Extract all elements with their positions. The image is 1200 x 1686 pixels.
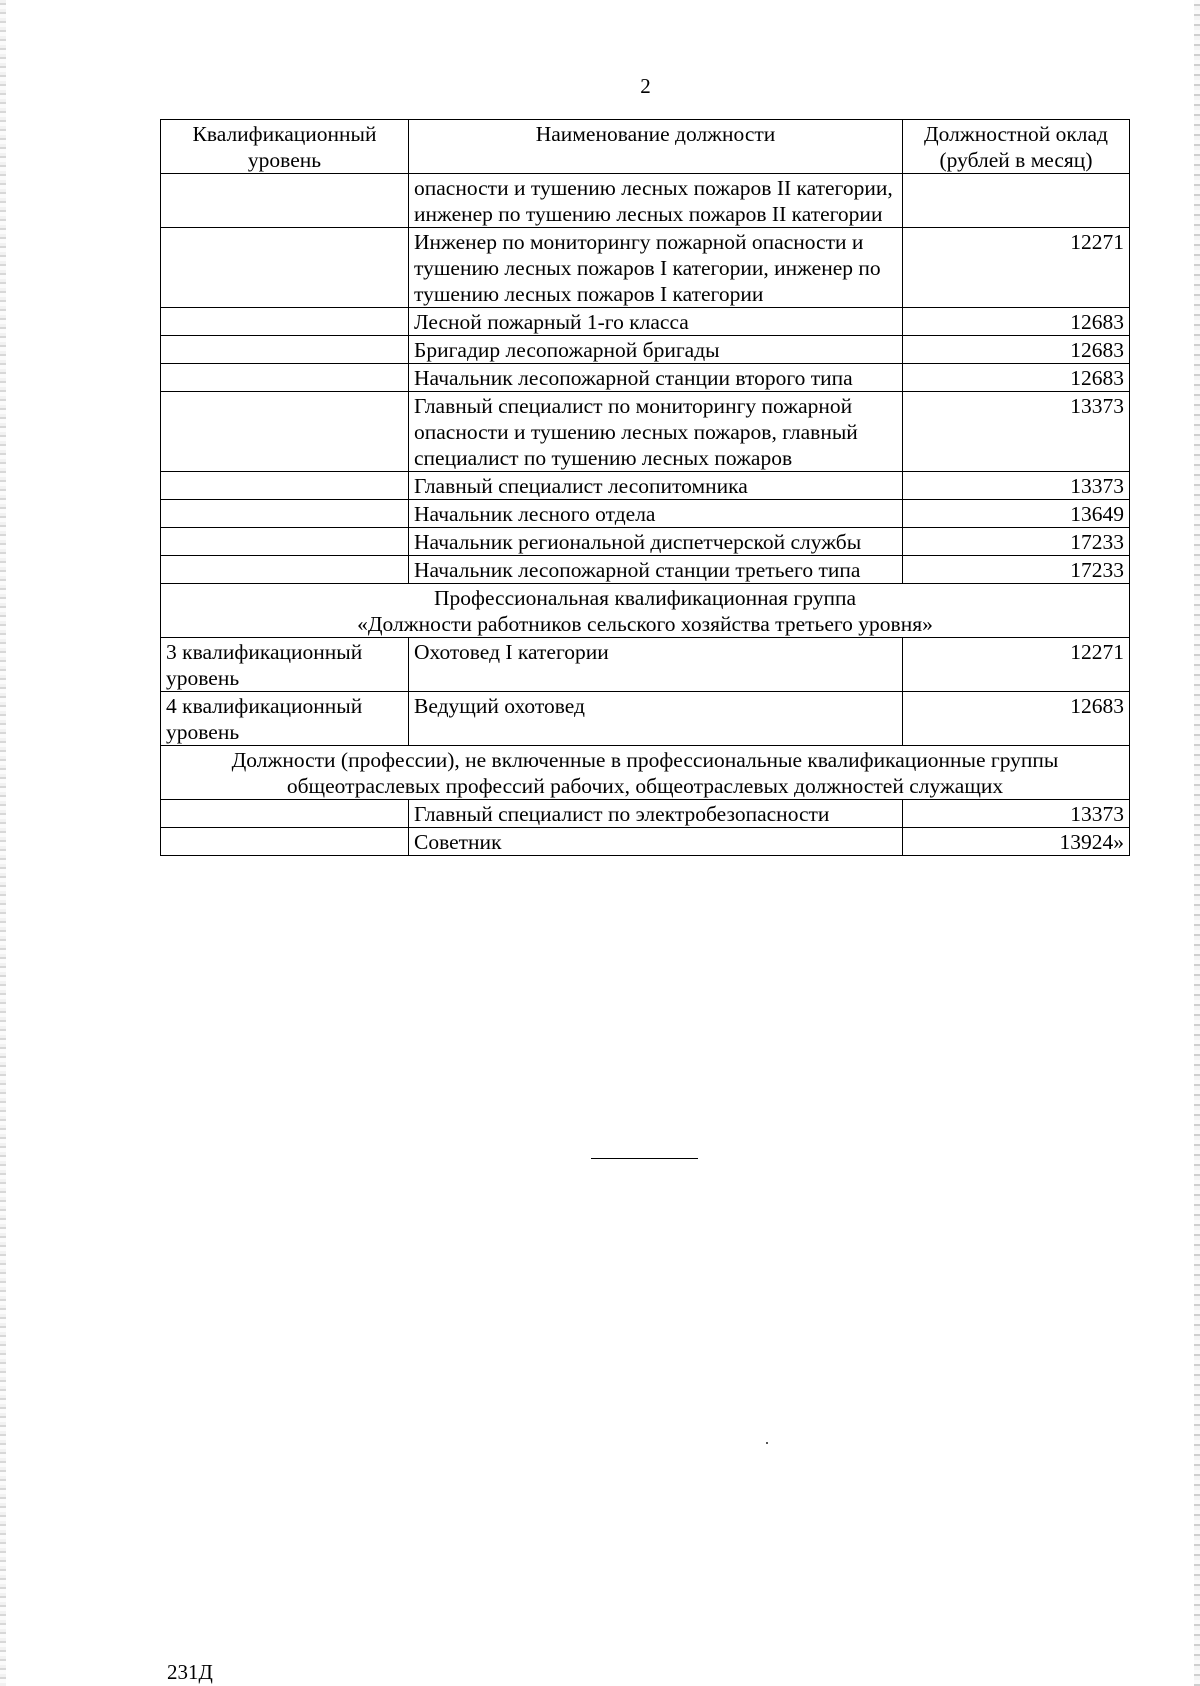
cell-level (161, 308, 409, 336)
table-row (161, 692, 1130, 746)
cell-salary: 12271 (903, 638, 1130, 692)
cell-salary (903, 174, 1130, 228)
table-row (161, 528, 1130, 556)
cell-level (161, 500, 409, 528)
table-row (161, 472, 1130, 500)
cell-position: Начальник лесного отдела (409, 500, 903, 528)
group-heading-line: Профессиональная квалификационная группа (433, 586, 856, 610)
document-code: 231Д (167, 1660, 213, 1684)
group-heading-row (161, 584, 1130, 638)
end-separator-line (591, 1158, 698, 1159)
cell-position: опасности и тушению лесных пожаров II категории, инженер по тушению лесных пожаров II категории (409, 174, 903, 228)
table-row (161, 174, 1130, 228)
cell-level: 3 квалификационный уровень (161, 638, 409, 692)
cell-salary: 13373 (903, 392, 1130, 472)
cell-level (161, 364, 409, 392)
cell-position: Начальник лесопожарной станции второго типа (409, 364, 903, 392)
table-row (161, 500, 1130, 528)
cell-salary: 12271 (903, 228, 1130, 308)
group-heading-line: «Должности работников сельского хозяйства третьего уровня» (357, 612, 933, 636)
cell-position: Начальник региональной диспетчерской службы (409, 528, 903, 556)
cell-position: Главный специалист по электробезопасности (409, 800, 903, 828)
group-heading-row (161, 746, 1130, 800)
cell-position: Начальник лесопожарной станции третьего типа (409, 556, 903, 584)
cell-salary: 12683 (903, 308, 1130, 336)
cell-level (161, 174, 409, 228)
group-heading-line: общеотраслевых профессий рабочих, общеотраслевых должностей служащих (286, 774, 1004, 798)
cell-salary: 13373 (903, 800, 1130, 828)
table-row (161, 308, 1130, 336)
cell-position: Лесной пожарный 1-го класса (409, 308, 903, 336)
cell-salary: 13924» (903, 828, 1130, 856)
cell-position: Советник (409, 828, 903, 856)
table-row (161, 336, 1130, 364)
cell-position: Охотовед I категории (409, 638, 903, 692)
salary-table (160, 119, 1130, 856)
scan-edge-left (0, 0, 6, 1686)
cell-position: Инженер по мониторингу пожарной опасности и тушению лесных пожаров I категории, инженер по тушению лесных пожаров I категории (409, 228, 903, 308)
cell-salary: 12683 (903, 364, 1130, 392)
cell-salary: 17233 (903, 556, 1130, 584)
page-number: 2 (640, 74, 651, 98)
cell-position: Главный специалист лесопитомника (409, 472, 903, 500)
group-heading-agriculture (161, 584, 1130, 638)
cell-salary: 12683 (903, 692, 1130, 746)
cell-salary: 13649 (903, 500, 1130, 528)
table-row (161, 392, 1130, 472)
group-heading-other (161, 746, 1130, 800)
cell-salary: 13373 (903, 472, 1130, 500)
cell-salary: 12683 (903, 336, 1130, 364)
table-row (161, 828, 1130, 856)
cell-level (161, 800, 409, 828)
cell-level (161, 528, 409, 556)
cell-level (161, 828, 409, 856)
cell-level (161, 556, 409, 584)
header-position: Наименование должности (409, 120, 903, 174)
cell-salary: 17233 (903, 528, 1130, 556)
cell-position: Главный специалист по мониторингу пожарной опасности и тушению лесных пожаров, главный специалист по тушению лесных пожаров (409, 392, 903, 472)
table-header-row (161, 120, 1130, 174)
cell-level (161, 336, 409, 364)
cell-level (161, 472, 409, 500)
cell-level: 4 квалификационный уровень (161, 692, 409, 746)
table-row (161, 638, 1130, 692)
cell-position: Бригадир лесопожарной бригады (409, 336, 903, 364)
scan-edge-right (1194, 0, 1200, 1686)
cell-level (161, 392, 409, 472)
table-row (161, 556, 1130, 584)
table-row (161, 228, 1130, 308)
header-salary: Должностной оклад (рублей в месяц) (903, 120, 1130, 174)
group-heading-line: Должности (профессии), не включенные в профессиональные квалификационные группы (231, 748, 1059, 772)
header-level: Квалификационный уровень (161, 120, 409, 174)
table-row (161, 364, 1130, 392)
table-row (161, 800, 1130, 828)
scan-speck (766, 1442, 768, 1444)
cell-position: Ведущий охотовед (409, 692, 903, 746)
cell-level (161, 228, 409, 308)
